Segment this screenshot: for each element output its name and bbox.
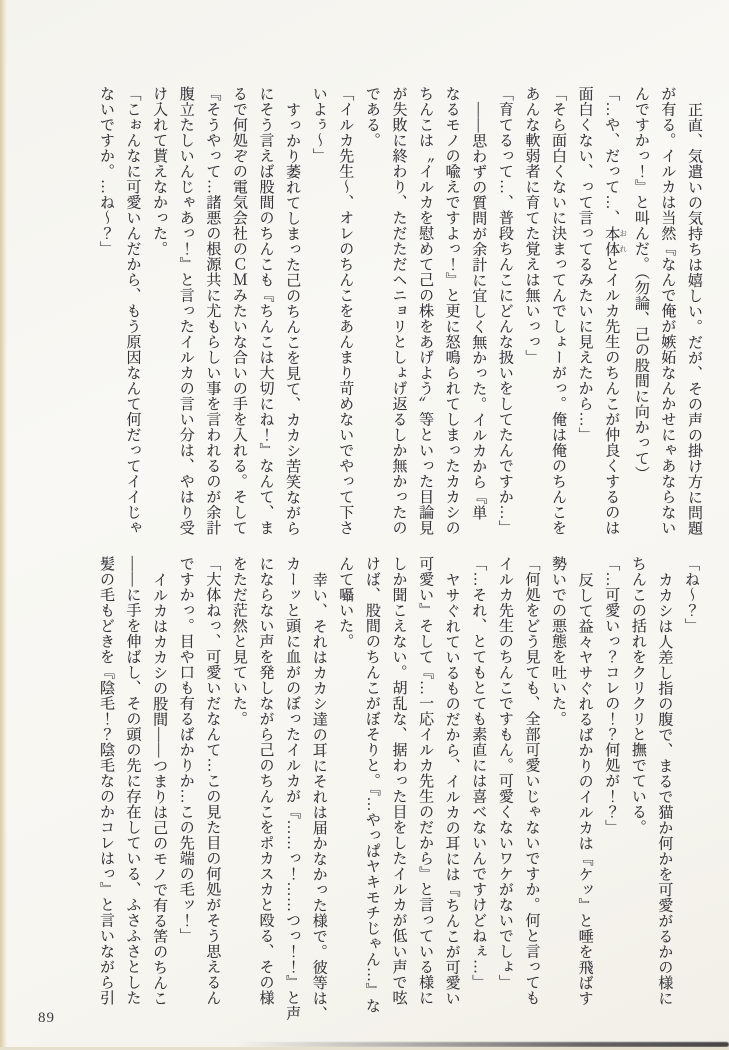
text-line: 幸い、それはカカシ達の耳にそれは届かなかった様で。彼等は、 (310, 571, 327, 1021)
text-line: いよぅ〜」 (310, 86, 327, 164)
text-line: カカシは人差し指の腹で、まるで猫か何かを可愛がるかの様に (656, 571, 673, 1006)
text-line: 「…可愛いっ？コレの！？何処が！？」 (603, 556, 620, 835)
page-left-edge-shadow (0, 0, 7, 1050)
bottom-passage (92, 556, 704, 1026)
text-line: が有る。イルカは当然『なんで俺が嫉妬なんかせにゃあならない (659, 86, 676, 536)
text-line: ちんこは〝イルカを慰めて己の株をあげよう〟等といった目論見 (417, 86, 434, 536)
text-line: 髪の毛もどきを『陰毛！？陰毛なのかコレはっ』と言いながら引 (97, 556, 114, 1006)
text-line: ――に手を伸ばし、その頭の先に存在している、ふさふさとした (124, 556, 141, 1006)
text-line: カーッと頭に血がのぼったイルカが『……っ！……つっ！！』と声 (284, 556, 301, 1021)
text-line: 「こぉんなに可愛いんだから、もう原因なんて何だってイイじゃ (124, 86, 141, 536)
text-line: 面白くない、って言ってるみたいに見えたから…」 (576, 86, 593, 443)
text-line: なるモノの喩えですよっ！』と更に怒鳴られてしまったカカシの (443, 86, 460, 536)
text-line: にそう言えば股間のちんこも『ちんこは大切にね！』なんて、ま (257, 86, 274, 536)
text-line: あんな軟弱者に育てた覚えは無いっっ」 (523, 86, 540, 365)
text-line: けば、股間のちんこがぼそりと。『…やっぱヤキモチじゃん…』な (363, 556, 380, 1014)
text-line: ですかっ。目や口も有るばかりか…この先端の毛ッ！」 (177, 556, 194, 944)
text-line: 「何処をどう見ても、全部可愛いじゃないですか。何と言っても (523, 556, 540, 1006)
text-line: るで何処ぞの電気会社のＣＭみたいな合いの手を入れる。そして (230, 86, 247, 536)
text-line: イルカ先生のちんこですもん。可愛くないワケがないでしょ」 (496, 556, 513, 990)
text-line: 『そうやって…諸悪の根源共に尤もらしい事を言われるのが余計 (204, 86, 221, 536)
top-passage (92, 86, 707, 556)
text-line: 「そら面白くないに決まってんでしょーがっ。俺は俺のちんこを (550, 86, 567, 536)
text-line: んですかっ！』と叫んだ。（勿論、己の股間に向かって） (632, 86, 649, 482)
text-line: しか聞こえない。胡乱な、据わった目をしたイルカが低い声で呟 (390, 556, 407, 1006)
text-line: んて囁いた。 (337, 556, 354, 649)
text-line: ないですか。…ね〜？」 (97, 86, 114, 257)
text-line: 可愛い』そして『…一応イルカ先生のだから』と言っている様に (417, 556, 434, 1006)
text-line: 「…や、だって…、本体 おれとイルカ先生のちんこが仲良くするのは (603, 86, 628, 536)
text-line: 「イルカ先生〜、オレのちんこをあんまり苛めないでやって下さ (337, 86, 354, 536)
text-line: イルカはカカシの股間――つまりは己のモノで有る筈のちんこ (151, 571, 168, 1006)
text-line: ――思わずの質問が余計に宜しく無かった。イルカから『単 (470, 101, 487, 520)
text-line: 「…それ、とてもとても素直には喜べないんですけどねぇ…」 (470, 556, 487, 990)
text-line: 「大体ねっ、可愛いだなんて…この見た目の何処がそう思えるん (204, 556, 221, 1006)
text-line: 正直、気遣いの気持ちは嬉しい。だが、その声の掛け方に問題 (686, 101, 702, 536)
text-line: 勢いでの悪態を吐いた。 (550, 556, 567, 727)
text-line: 反して益々ヤサぐれるばかりのイルカは『ケッ』と唾を飛ばす (576, 571, 593, 1006)
ruby-annotated-word: 本体 おれ (603, 225, 628, 257)
page-number: 89 (38, 1010, 55, 1026)
text-line: 腹立たしいんじゃあっ！』と言ったイルカの言い分は、やはり受 (177, 86, 194, 536)
text-line: をただ茫然と見ていた。 (230, 556, 247, 727)
text-line: ヤサぐれているものだから、イルカの耳には『ちんこが可愛い (443, 571, 460, 1006)
text-line: である。 (363, 86, 380, 148)
text-line: け入れて貰えなかった。 (151, 86, 168, 257)
text-line: 「育てるって…、普段ちんこにどんな扱いをしてたんですか…」 (496, 86, 513, 536)
text-line: 「ね〜？」 (683, 556, 699, 634)
text-line: ちんこの括れをクリクリと撫でている。 (629, 556, 646, 835)
text-line: にならない声を発しながら己のちんこをポカスカと殴る、その様 (257, 556, 274, 1006)
text-line: が失敗に終わり、ただただヘニョリとしょげ返るしか無かったの (390, 86, 407, 536)
text-line: すっかり萎れてしまった己のちんこを見て、カカシ苦笑ながら (284, 101, 301, 536)
